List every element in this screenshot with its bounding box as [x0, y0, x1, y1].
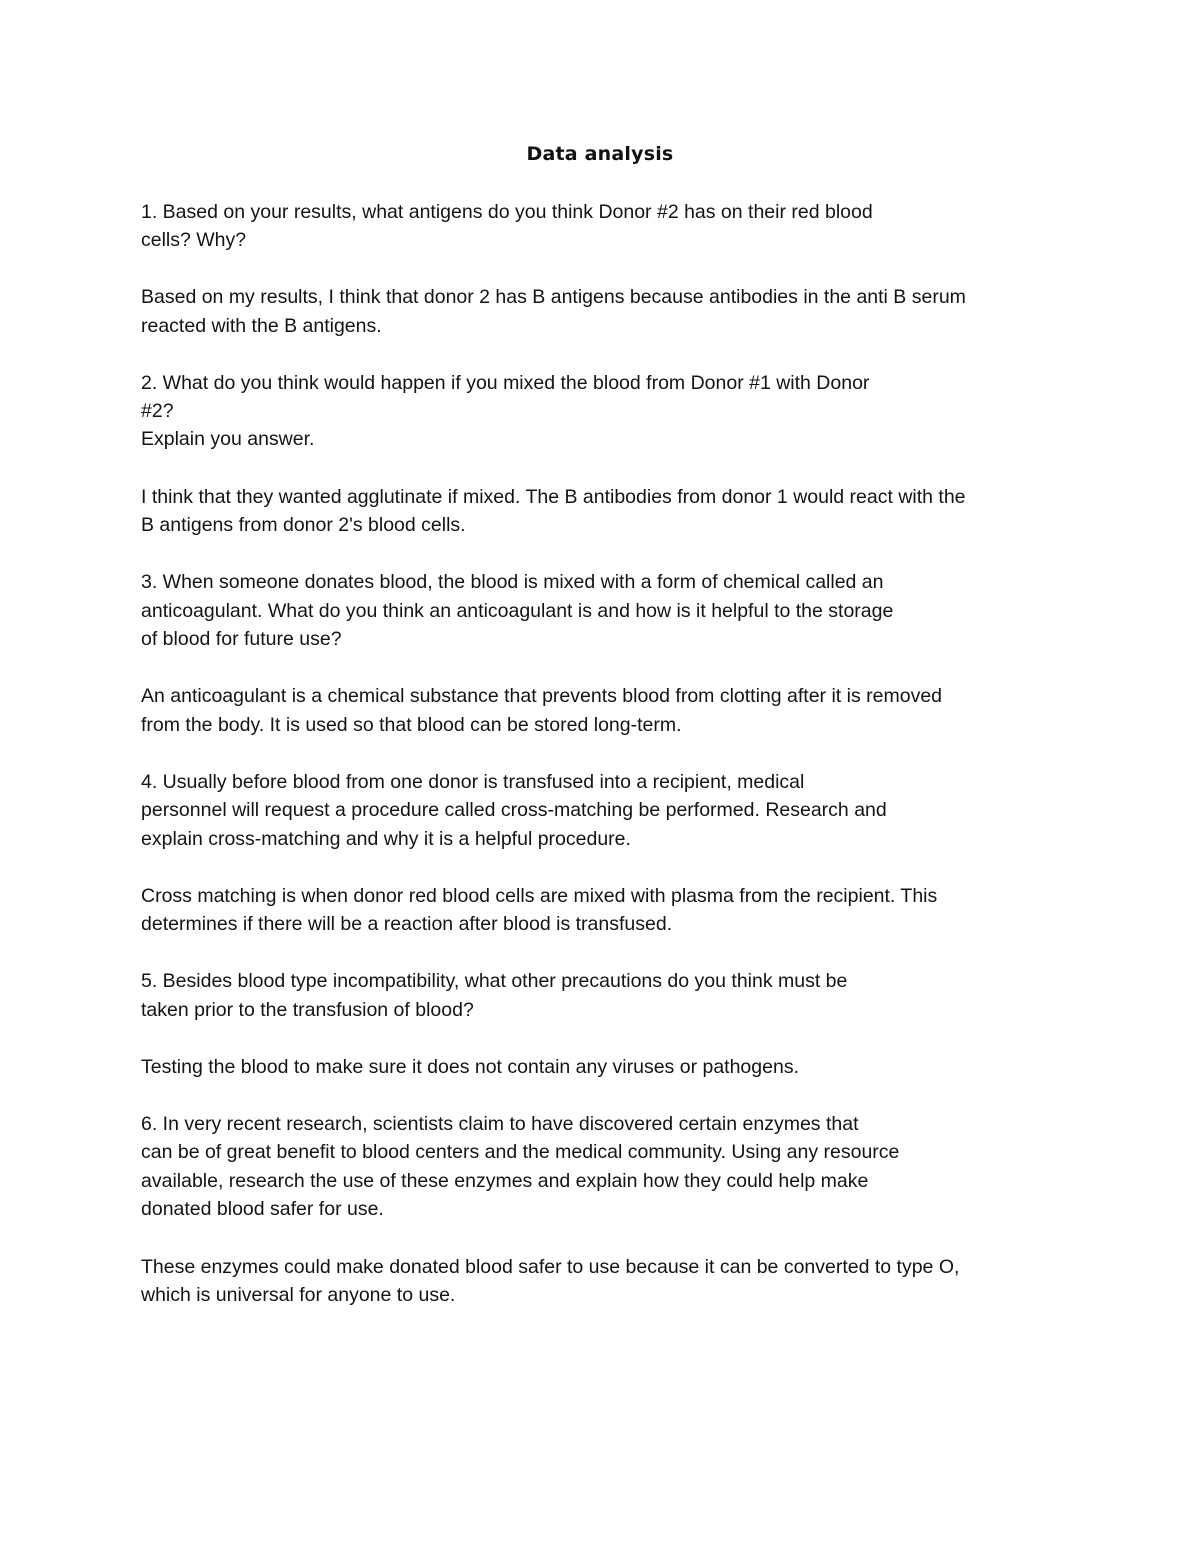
question-1-line-2: cells? Why? [141, 229, 247, 251]
answer-5-line-1: Testing the blood to make sure it does not contain any viruses or pathogens. [141, 1056, 799, 1078]
answer-4-line-2: determines if there will be a reaction after blood is transfused. [141, 913, 673, 935]
answer-2-line-2: B antigens from donor 2's blood cells. [141, 514, 466, 536]
question-2-line-1: 2. What do you think would happen if you mixed the blood from Donor #1 with Donor [141, 372, 870, 394]
answer-1-line-1: Based on my results, I think that donor 2 has B antigens because antibodies in the anti B serum [141, 286, 966, 308]
question-4-line-3: explain cross-matching and why it is a helpful procedure. [141, 828, 631, 850]
page-title: Data analysis [526, 143, 674, 165]
question-2-line-2: #2? [141, 400, 174, 422]
answer-6-line-1: These enzymes could make donated blood safer to use because it can be converted to type O, [141, 1256, 960, 1278]
question-3-line-2: anticoagulant. What do you think an anticoagulant is and how is it helpful to the storage [141, 600, 894, 622]
answer-2-line-1: I think that they wanted agglutinate if mixed. The B antibodies from donor 1 would react with the [141, 486, 966, 508]
question-6-line-1: 6. In very recent research, scientists claim to have discovered certain enzymes that [141, 1113, 859, 1135]
question-6-line-2: can be of great benefit to blood centers and the medical community. Using any resource [141, 1141, 900, 1163]
question-2-line-3: Explain you answer. [141, 428, 315, 450]
question-4-line-1: 4. Usually before blood from one donor is transfused into a recipient, medical [141, 771, 805, 793]
question-1-line-1: 1. Based on your results, what antigens do you think Donor #2 has on their red blood [141, 201, 873, 223]
question-3-line-1: 3. When someone donates blood, the blood is mixed with a form of chemical called an [141, 571, 884, 593]
question-4-line-2: personnel will request a procedure called cross-matching be performed. Research and [141, 799, 887, 821]
answer-3-line-2: from the body. It is used so that blood can be stored long-term. [141, 714, 682, 736]
question-3-line-3: of blood for future use? [141, 628, 342, 650]
answer-1-line-2: reacted with the B antigens. [141, 315, 382, 337]
answer-4-line-1: Cross matching is when donor red blood cells are mixed with plasma from the recipient. This [141, 885, 938, 907]
answer-3-line-1: An anticoagulant is a chemical substance that prevents blood from clotting after it is removed [141, 685, 943, 707]
question-6-line-3: available, research the use of these enzymes and explain how they could help make [141, 1170, 869, 1192]
answer-6-line-2: which is universal for anyone to use. [141, 1284, 456, 1306]
question-5-line-1: 5. Besides blood type incompatibility, what other precautions do you think must be [141, 970, 848, 992]
question-5-line-2: taken prior to the transfusion of blood? [141, 999, 474, 1021]
question-6-line-4: donated blood safer for use. [141, 1198, 384, 1220]
